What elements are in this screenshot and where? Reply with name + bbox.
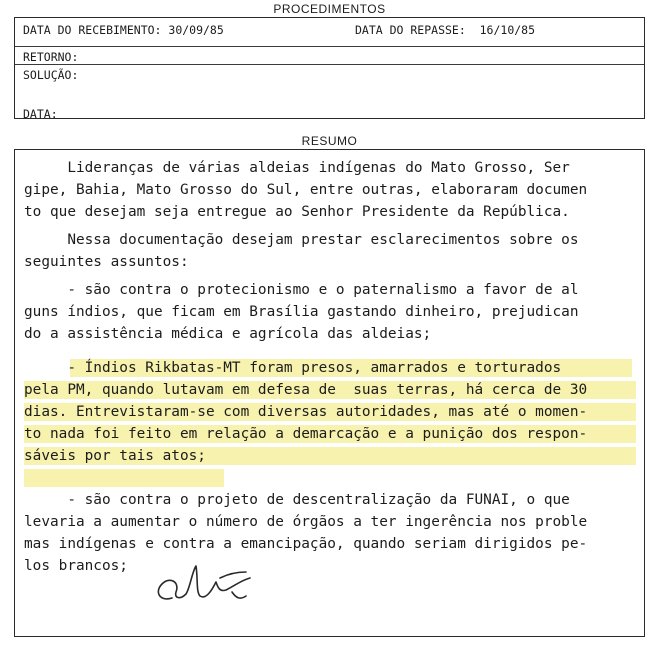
resumo-title: RESUMO	[301, 134, 358, 148]
resumo-line: los brancos;	[24, 558, 128, 574]
procedimentos-title: PROCEDIMENTOS	[273, 2, 386, 16]
resumo-line: gipe, Bahia, Mato Grosso do Sul, entre outras, elaboraram documen	[24, 182, 588, 198]
divider	[15, 46, 644, 47]
resumo-line: pela PM, quando lutavam em defesa de suas terras, há cerca de 30	[24, 382, 588, 398]
resumo-line: - são contra o protecionismo e o paternalismo a favor de al	[24, 282, 579, 298]
resumo-line: guns índios, que ficam em Brasília gastando dinheiro, prejudican	[24, 304, 579, 320]
resumo-line: mas indígenas e contra a emancipação, quando seriam dirigidos pe-	[24, 536, 588, 552]
signature-mark	[150, 558, 260, 608]
resumo-line: do a assistência médica e agrícola das aldeias;	[24, 326, 432, 342]
resumo-line: to nada foi feito em relação a demarcação e a punição dos respon-	[24, 426, 588, 442]
data-field: DATA:	[23, 107, 58, 121]
procedimentos-box	[14, 17, 645, 119]
resumo-line: seguintes assuntos:	[24, 254, 189, 270]
highlight-mark	[24, 469, 224, 487]
solucao-field: SOLUÇÃO:	[23, 68, 79, 82]
retorno-field: RETORNO:	[23, 50, 79, 64]
resumo-line: to que desejam seja entregue ao Senhor Presidente da República.	[24, 204, 570, 220]
resumo-line: levaria a aumentar o número de órgãos a ter ingerência nos proble	[24, 514, 588, 530]
data-repasse-field: DATA DO REPASSE: 16/10/85	[355, 23, 536, 37]
resumo-line: dias. Entrevistaram-se com diversas autoridades, mas até o momen-	[24, 404, 588, 420]
resumo-line: - Índios Rikbatas-MT foram presos, amarrados e torturados	[24, 360, 562, 376]
divider	[15, 64, 644, 65]
resumo-line: Lideranças de várias aldeias indígenas do Mato Grosso, Ser	[24, 160, 570, 176]
data-recebimento-field: DATA DO RECEBIMENTO: 30/09/85	[23, 23, 224, 37]
resumo-line: - são contra o projeto de descentralização da FUNAI, o que	[24, 492, 570, 508]
resumo-line: Nessa documentação desejam prestar esclarecimentos sobre os	[24, 232, 579, 248]
resumo-line: sáveis por tais atos;	[24, 448, 206, 464]
